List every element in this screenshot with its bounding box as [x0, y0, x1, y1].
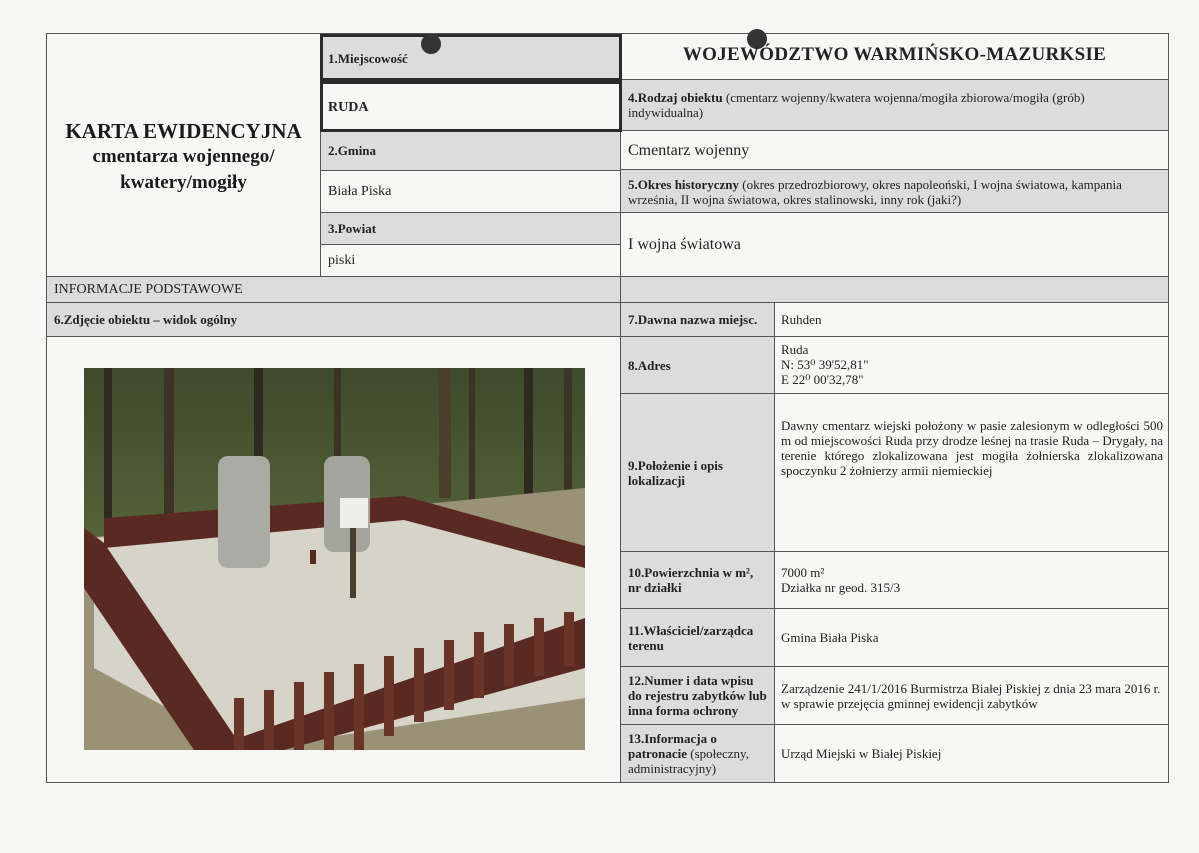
- object-type-hint: (cmentarz wojenny/kwatera wojenna/mogiła zbiorowa/mogiła (grób) indywidualna): [628, 90, 1085, 120]
- owner-value: Gmina Biała Piska: [781, 630, 879, 645]
- patronage-label-title: 13.Informacja o patronacie: [628, 731, 717, 761]
- address-line2: N: 53⁰ 39'52,81": [781, 357, 869, 372]
- address-line1: Ruda: [781, 342, 809, 357]
- area-value: [776, 563, 1166, 603]
- county-label: 3.Powiat: [328, 221, 377, 236]
- card-title-line2: cmentarza wojennego/: [92, 146, 275, 167]
- cemetery-photo: [84, 368, 585, 750]
- register-value: Zarządzenie 241/1/2016 Burmistrza Białej Piskiej z dnia 23 mara 2016 r. w sprawie przejęcia gminnej ewidencji zabytków: [781, 680, 1161, 711]
- former-name-value: Ruhden: [781, 312, 822, 327]
- patronage-value: Urząd Miejski w Białej Piskiej: [781, 746, 942, 761]
- cemetery-photo-illustration: [84, 368, 585, 750]
- object-type-label-title: 4.Rodzaj obiektu: [628, 90, 723, 105]
- address-line3: E 22⁰ 00'32,78": [781, 372, 864, 387]
- card-title-line1: KARTA EWIDENCYJNA: [65, 119, 302, 143]
- card-title: [47, 118, 320, 196]
- area-line1: 7000 m²: [781, 565, 825, 580]
- object-type-label: [623, 88, 1163, 128]
- area-label: 10.Powierzchnia w m², nr działki: [628, 565, 754, 595]
- register-label: 12.Numer i data wpisu do rejestru zabytków lub inna forma ochrony: [628, 673, 767, 718]
- period-label: [623, 175, 1163, 211]
- card-title-line3: kwatery/mogiły: [120, 172, 247, 193]
- location-label: 9.Położenie i opis lokalizacji: [628, 457, 723, 488]
- owner-label: 11.Właściciel/zarządca terenu: [628, 622, 754, 653]
- location-value: Dawny cmentarz wiejski położony w pasie zalesionym w odległości 500 m od miejscowości Ruda przy drodze leśnej na trasie Ruda – Drygały, na terenie którego zlokalizowana jest mogiła żołnierska zlokalizowana spoczynku 2 żołnierzy armii niemieckiej: [781, 418, 1163, 478]
- period-value: I wojna światowa: [628, 236, 741, 253]
- commune-label: 2.Gmina: [328, 142, 377, 158]
- voivodeship-title: WOJEWÓDZTWO WARMIŃSKO-MAZURKSIE: [682, 44, 1107, 65]
- period-label-title: 5.Okres historyczny: [628, 177, 739, 192]
- locality-label: 1.Miejscowość: [328, 50, 408, 66]
- former-name-label: 7.Dawna nazwa miejsc.: [628, 312, 758, 327]
- period-hint: (okres przedrozbiorowy, okres napoleoński, I wojna światowa, kampania września, II wojna światowa, okres stalinowski, inny rok (jaki?): [628, 177, 1122, 207]
- patronage-hint: (społeczny, administracyjny): [628, 746, 749, 776]
- basic-info-heading: INFORMACJE PODSTAWOWE: [54, 282, 243, 297]
- locality-value: RUDA: [328, 99, 369, 115]
- address-label: 8.Adres: [628, 357, 671, 373]
- commune-value: Biała Piska: [328, 184, 392, 199]
- area-line2: Działka nr geod. 315/3: [781, 580, 901, 595]
- address-value: [776, 340, 1166, 392]
- object-type-value: Cmentarz wojenny: [628, 141, 750, 159]
- photo-label: 6.Zdjęcie obiektu – widok ogólny: [54, 312, 238, 327]
- patronage-label: [623, 725, 774, 782]
- county-value: piski: [328, 253, 356, 268]
